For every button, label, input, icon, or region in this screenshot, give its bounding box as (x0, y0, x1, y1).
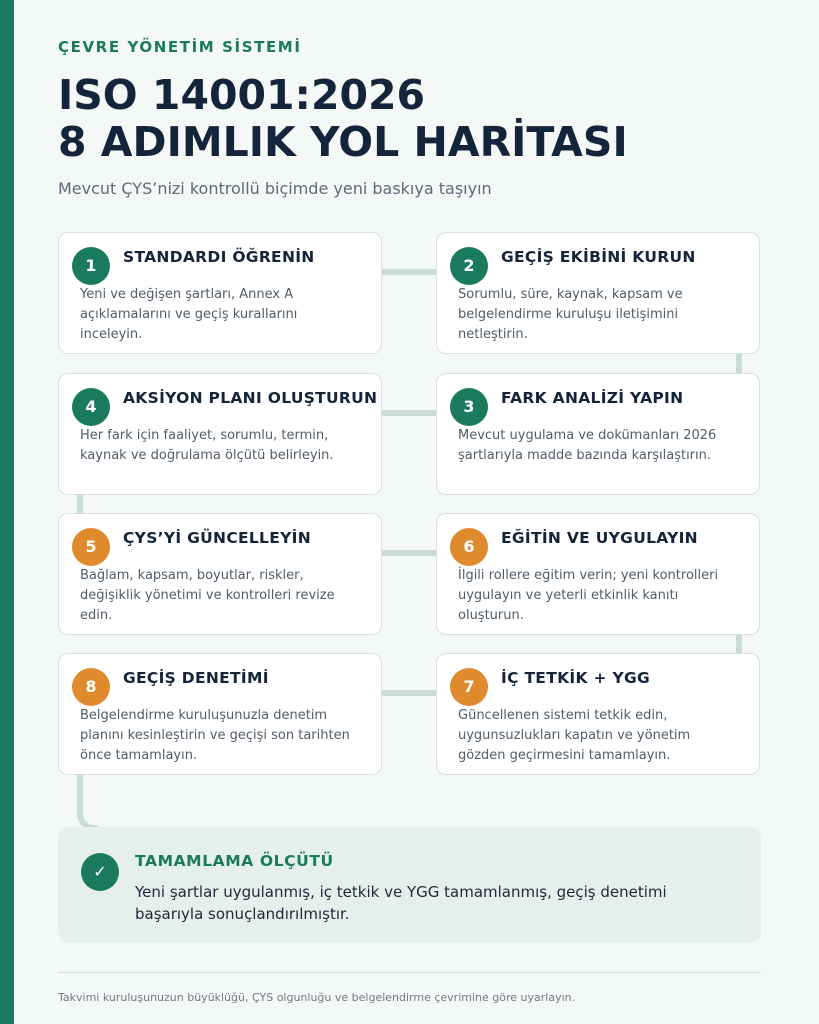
eyebrow-label: ÇEVRE YÖNETİM SİSTEMİ (58, 38, 302, 56)
completion-title: TAMAMLAMA ÖLÇÜTÜ (135, 852, 334, 870)
step-number-badge: 8 (72, 668, 110, 706)
connector-8-completion (80, 775, 96, 828)
step-description: Bağlam, kapsam, boyutlar, riskler, değişiklik yönetimi ve kontrolleri revize edin. (80, 568, 335, 623)
step-description: Her fark için faaliyet, sorumlu, termin, kaynak ve doğrulama ölçütü belirleyin. (80, 428, 334, 463)
check-icon: ✓ (81, 853, 119, 891)
step-description: Güncellenen sistemi tetkik edin, uygunsuzlukları kapatın ve yönetim gözden geçirmesini tamamlayın. (458, 708, 691, 763)
completion-criteria-box (58, 827, 761, 943)
completion-text: Yeni şartlar uygulanmış, iç tetkik ve YGG tamamlanmış, geçiş denetimi başarıyla sonuçlandırılmıştır. (135, 883, 667, 923)
step-card-8 (58, 653, 382, 775)
step-description: Sorumlu, süre, kaynak, kapsam ve belgelendirme kuruluşu iletişimini netleştirin. (458, 287, 683, 342)
title-line-1: ISO 14001:2026 (58, 71, 426, 119)
step-title: FARK ANALİZİ YAPIN (501, 389, 684, 407)
step-number-badge: 7 (450, 668, 488, 706)
step-description: Yeni ve değişen şartları, Annex A açıklamalarını ve geçiş kurallarını inceleyin. (80, 287, 298, 342)
step-card-4 (58, 373, 382, 495)
step-title: ÇYS’Yİ GÜNCELLEYİN (123, 529, 311, 547)
step-number-badge: 4 (72, 388, 110, 426)
step-description: İlgili rollere eğitim verin; yeni kontrolleri uygulayın ve yeterli etkinlik kanıtı oluşturun. (458, 568, 719, 623)
step-number-badge: 3 (450, 388, 488, 426)
step-description: Mevcut uygulama ve dokümanları 2026 şartlarıyla madde bazında karşılaştırın. (458, 428, 717, 463)
step-title: EĞİTİN VE UYGULAYIN (501, 529, 698, 547)
title-line-2: 8 ADIMLIK YOL HARİTASI (58, 118, 628, 166)
step-title: GEÇİŞ DENETİMİ (123, 669, 269, 687)
step-title: AKSİYON PLANI OLUŞTURUN (123, 389, 378, 407)
step-title: İÇ TETKİK + YGG (501, 669, 651, 687)
step-number-badge: 6 (450, 528, 488, 566)
step-card-5 (58, 513, 382, 635)
page-subtitle: Mevcut ÇYS’nizi kontrollü biçimde yeni baskıya taşıyın (58, 179, 492, 198)
step-card-3 (436, 373, 760, 495)
footer-divider (58, 972, 761, 973)
step-card-1 (58, 232, 382, 354)
step-card-2 (436, 232, 760, 354)
step-number-badge: 5 (72, 528, 110, 566)
step-number-badge: 2 (450, 247, 488, 285)
step-description: Belgelendirme kuruluşunuzla denetim planını kesinleştirin ve geçişi son tarihten önce tamamlayın. (80, 708, 350, 763)
step-title: STANDARDI ÖĞRENİN (123, 248, 315, 266)
step-title: GEÇİŞ EKİBİNİ KURUN (501, 248, 696, 266)
step-card-6 (436, 513, 760, 635)
step-card-7 (436, 653, 760, 775)
footnote: Takvimi kuruluşunuzun büyüklüğü, ÇYS olgunluğu ve belgelendirme çevrimine göre uyarlayın. (58, 991, 576, 1004)
step-number-badge: 1 (72, 247, 110, 285)
